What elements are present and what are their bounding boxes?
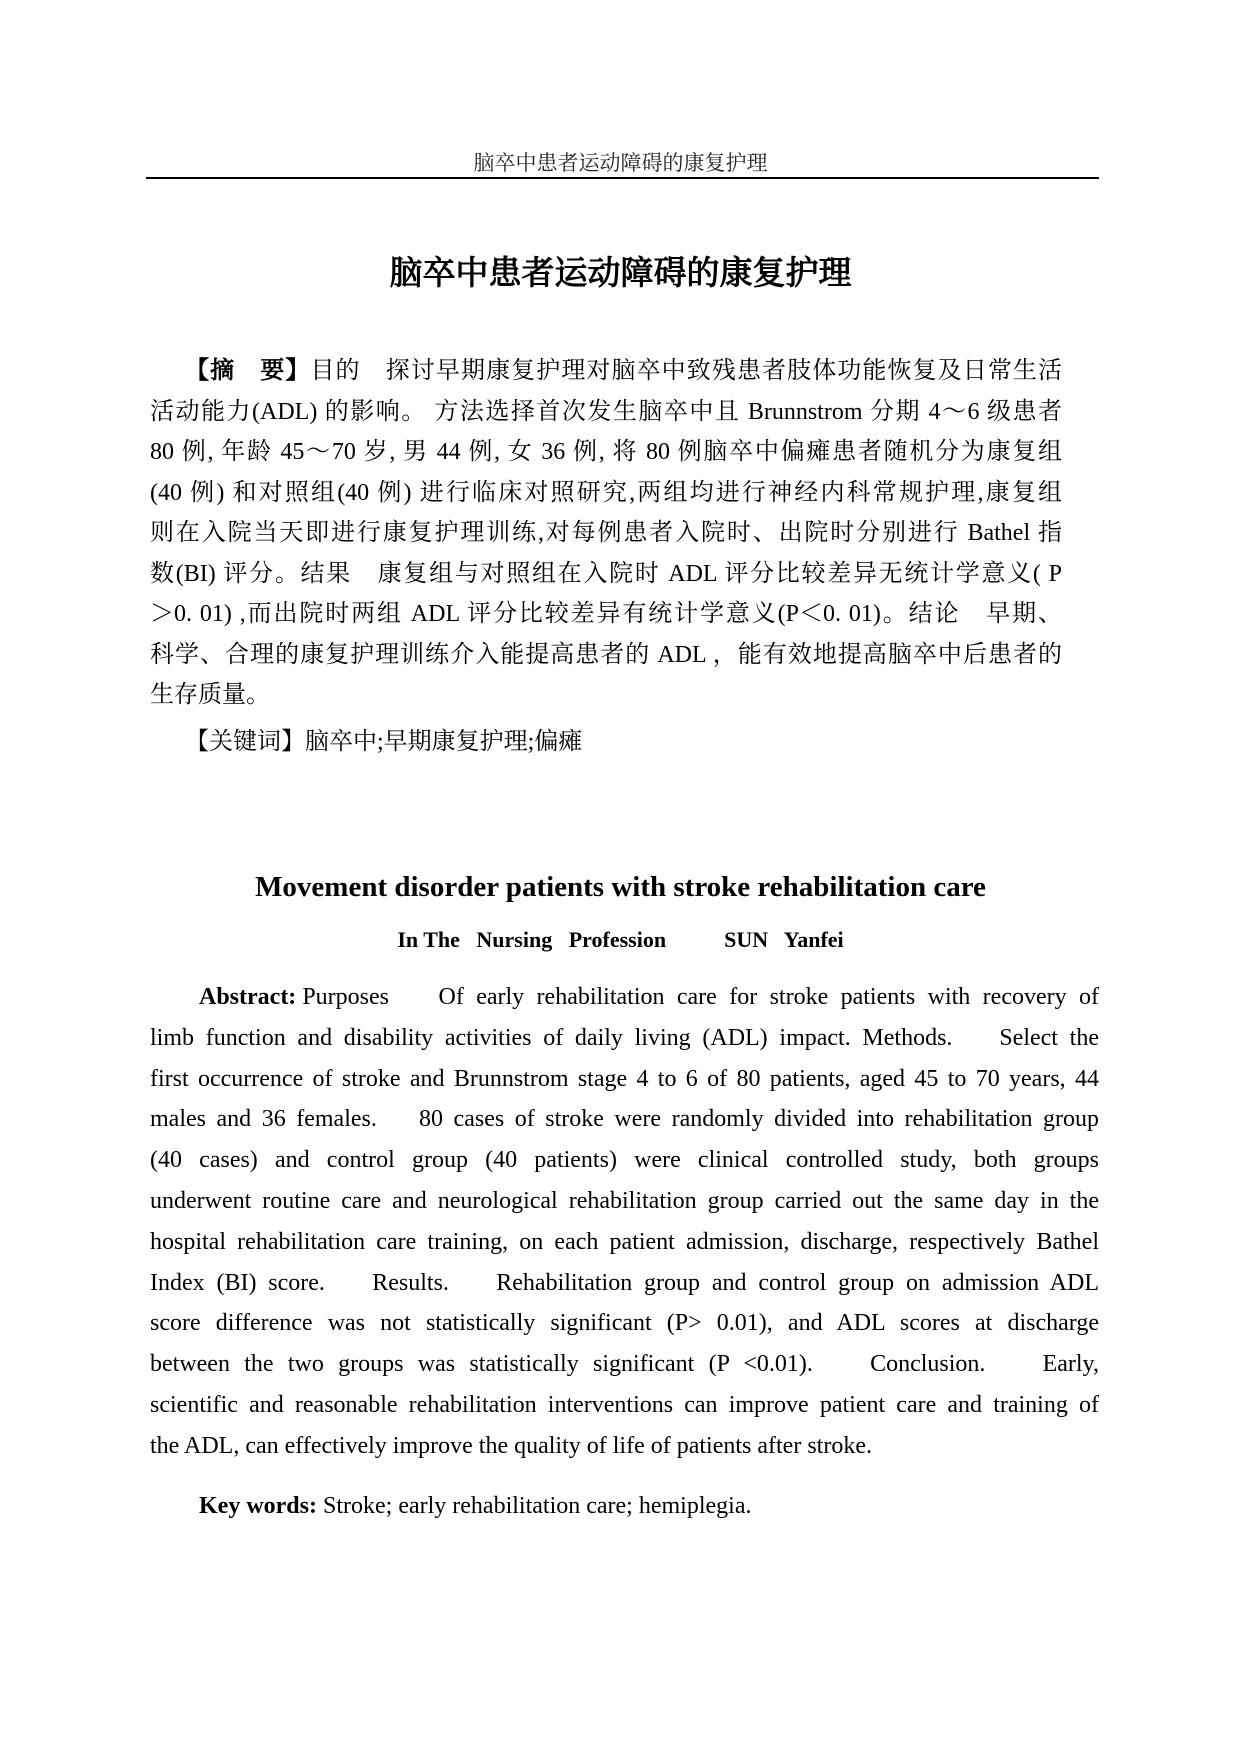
abstract-en-line: between the two groups was statistically significant (P <0.01). Conclusion. Early,: [150, 1351, 1099, 1378]
keywords-zh: [185, 722, 1062, 762]
abstract-zh-line: [150, 351, 1062, 392]
abstract-zh-line: 数(BI) 评分。结果 康复组与对照组在入院时 ADL 评分比较差异无统计学意义( P: [150, 560, 1062, 587]
keywords-en: [199, 1486, 1099, 1526]
affiliation: In The Nursing Profession: [397, 927, 667, 952]
paper-title-en: Movement disorder patients with stroke rehabilitation care: [255, 871, 986, 903]
running-header: 脑卒中患者运动障碍的康复护理: [473, 151, 768, 175]
byline: [0, 926, 1241, 954]
keywords-label-en: Key words:: [199, 1493, 317, 1519]
abstract-label-zh: 【摘 要】: [185, 358, 311, 384]
abstract-en-line: underwent routine care and neurological rehabilitation group carried out the same day in the: [150, 1187, 1099, 1214]
abstract-en-line: hospital rehabilitation care training, on each patient admission, discharge, respectively Bathel: [150, 1228, 1099, 1255]
abstract-label-en: Abstract:: [199, 984, 297, 1010]
abstract-zh-line: 80 例, 年龄 45～70 岁, 男 44 例, 女 36 例, 将 80 例脑卒中偏瘫患者随机分为康复组: [150, 439, 1062, 465]
header-rule: [146, 177, 1099, 179]
abstract-en-line: scientific and reasonable rehabilitation interventions can improve patient care and training of: [150, 1391, 1099, 1418]
abstract-en-line: (40 cases) and control group (40 patients) were clinical controlled study, both groups: [150, 1147, 1099, 1174]
abstract-zh-line: (40 例) 和对照组(40 例) 进行临床对照研究,两组均进行神经内科常规护理,康复组: [150, 479, 1062, 506]
abstract-zh: [150, 351, 1062, 716]
author-name: SUN Yanfei: [724, 927, 844, 952]
abstract-en-line: first occurrence of stroke and Brunnstrom stage 4 to 6 of 80 patients, aged 45 to 70 years, 44: [150, 1065, 1099, 1092]
abstract-en-line: [150, 977, 1099, 1018]
abstract-zh-line: 活动能力(ADL) 的影响。 方法选择首次发生脑卒中且 Brunnstrom 分期 4～6 级患者: [150, 398, 1062, 425]
abstract-en-line: Index (BI) score. Results. Rehabilitation group and control group on admission ADL: [150, 1269, 1099, 1296]
abstract-zh-line: 则在入院当天即进行康复护理训练,对每例患者入院时、出院时分别进行 Bathel 指: [150, 520, 1062, 546]
paper-title-zh: 脑卒中患者运动障碍的康复护理: [389, 254, 852, 291]
abstract-en-line: males and 36 females. 80 cases of stroke were randomly divided into rehabilitation group: [150, 1106, 1099, 1133]
keywords-text-zh: 脑卒中;早期康复护理;偏瘫: [305, 729, 583, 755]
abstract-zh-text: 目的 探讨早期康复护理对脑卒中致残患者肢体功能恢复及日常生活: [310, 358, 1062, 384]
abstract-en-line: score difference was not statistically significant (P> 0.01), and ADL scores at discharge: [150, 1310, 1099, 1337]
keywords-label-zh: 【关键词】: [185, 729, 305, 755]
abstract-zh-line: 生存质量。: [150, 682, 270, 708]
abstract-en-text: Purposes Of early rehabilitation care for stroke patients with recovery of: [302, 984, 1099, 1010]
abstract-en: [150, 977, 1099, 1467]
abstract-zh-line: ＞0. 01) ,而出院时两组 ADL 评分比较差异有统计学意义(P＜0. 01)。结论 早期、: [150, 601, 1062, 627]
abstract-zh-line: 科学、合理的康复护理训练介入能提高患者的 ADL ，能有效地提高脑卒中后患者的: [150, 641, 1062, 668]
keywords-text-en: Stroke; early rehabilitation care; hemiplegia.: [322, 1493, 752, 1519]
abstract-en-line: the ADL, can effectively improve the quality of life of patients after stroke.: [150, 1432, 872, 1459]
abstract-en-line: limb function and disability activities of daily living (ADL) impact. Methods. Select the: [150, 1024, 1099, 1051]
